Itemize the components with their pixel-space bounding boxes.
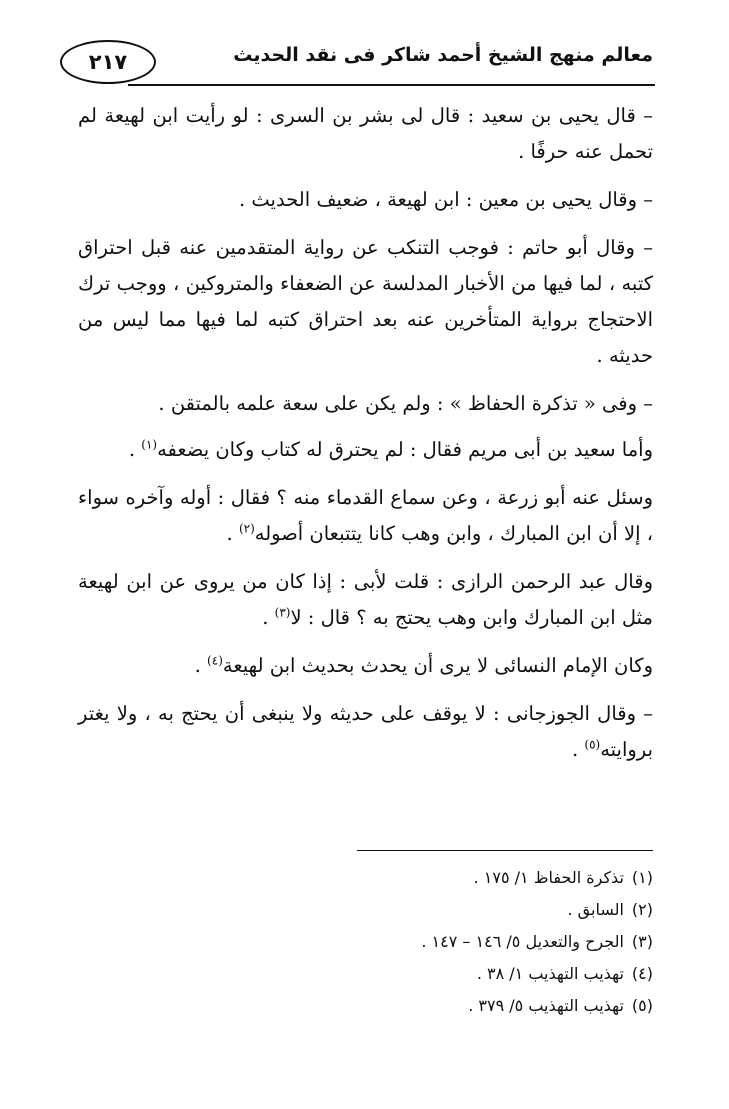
footnote-text: تهذيب التهذيب ٥/ ٣٧٩ .	[468, 996, 624, 1015]
paragraph-text: – وفى « تذكرة الحفاظ » : ولم يكن على سعة علمه بالمتقن .	[158, 392, 653, 415]
footnote-divider	[357, 850, 653, 851]
paragraph-text: – وقال أبو حاتم : فوجب التنكب عن رواية المتقدمين عنه قبل احتراق كتبه ، لما فيها من الأخبار المدلسة عن الضعفاء والمتروكين ، ووجب ترك الاحتجاج برواية المتأخرين عنه بعد احتراق كتبه لما فيها مما ليس من حديثه .	[78, 236, 653, 367]
footnote-text: الجرح والتعديل ٥/ ١٤٦ – ١٤٧ .	[421, 932, 624, 951]
paragraph-text: – قال يحيى بن سعيد : قال لى بشر بن السرى : لو رأيت ابن لهيعة لم تحمل عنه حرفًا .	[78, 104, 653, 163]
paragraph	[78, 386, 653, 422]
footnote-item	[200, 926, 653, 958]
header-divider	[128, 84, 655, 86]
footnote-text: تذكرة الحفاظ ١/ ١٧٥ .	[473, 868, 624, 887]
paragraph-text: وسئل عنه أبو زرعة ، وعن سماع القدماء منه ؟ فقال : أوله وآخره سواء ، إلا أن ابن المبارك ، وابن وهب كانا يتتبعان أصوله	[78, 486, 653, 545]
footnote-marker: (٥)	[584, 737, 601, 752]
paragraph-text: – وقال الجوزجانى : لا يوقف على حديثه ولا ينبغى أن يحتج به ، ولا يغتر بروايته	[78, 702, 653, 761]
footnote-text: تهذيب التهذيب ١/ ٣٨ .	[476, 964, 624, 983]
paragraph-tail: .	[571, 738, 585, 761]
paragraph	[78, 98, 653, 170]
paragraph-tail: .	[128, 438, 142, 461]
footnote-marker: (٢)	[238, 521, 255, 536]
paragraph-tail: .	[194, 654, 208, 677]
page-number: ٢١٧	[60, 40, 156, 84]
paragraph-text: وقال عبد الرحمن الرازى : قلت لأبى : إذا كان من يروى عن ابن لهيعة مثل ابن المبارك وابن وهب يحتج به ؟ قال : لا	[78, 570, 653, 629]
footnote-item	[200, 958, 653, 990]
main-text	[78, 98, 653, 780]
footnote-item	[200, 990, 653, 1022]
footnote-item	[200, 862, 653, 894]
paragraph	[78, 564, 653, 636]
footnote-number: (١)	[631, 868, 653, 887]
paragraph	[78, 480, 653, 552]
footnote-number: (٣)	[631, 932, 653, 951]
paragraph	[78, 182, 653, 218]
footnote-item	[200, 894, 653, 926]
footnote-text: السابق .	[567, 900, 624, 919]
paragraph-text: وكان الإمام النسائى لا يرى أن يحدث بحديث ابن لهيعة	[222, 654, 653, 677]
footnotes	[200, 862, 653, 1022]
running-title: معالم منهج الشيخ أحمد شاكر فى نقد الحديث	[233, 44, 653, 66]
footnote-number: (٥)	[631, 996, 653, 1015]
paragraph-text: – وقال يحيى بن معين : ابن لهيعة ، ضعيف الحديث .	[238, 188, 653, 211]
footnote-number: (٤)	[631, 964, 653, 983]
page-header	[60, 38, 653, 88]
paragraph	[78, 432, 653, 468]
paragraph	[78, 648, 653, 684]
paragraph	[78, 230, 653, 374]
footnote-marker: (٤)	[207, 653, 223, 668]
paragraph-text: وأما سعيد بن أبى مريم فقال : لم يحترق له كتاب وكان يضعفه	[157, 438, 653, 461]
footnote-marker: (١)	[141, 437, 158, 452]
paragraph-tail: .	[226, 522, 239, 545]
footnote-marker: (٣)	[274, 605, 291, 620]
paragraph-tail: .	[262, 606, 275, 629]
paragraph	[78, 696, 653, 768]
footnote-number: (٢)	[631, 900, 653, 919]
